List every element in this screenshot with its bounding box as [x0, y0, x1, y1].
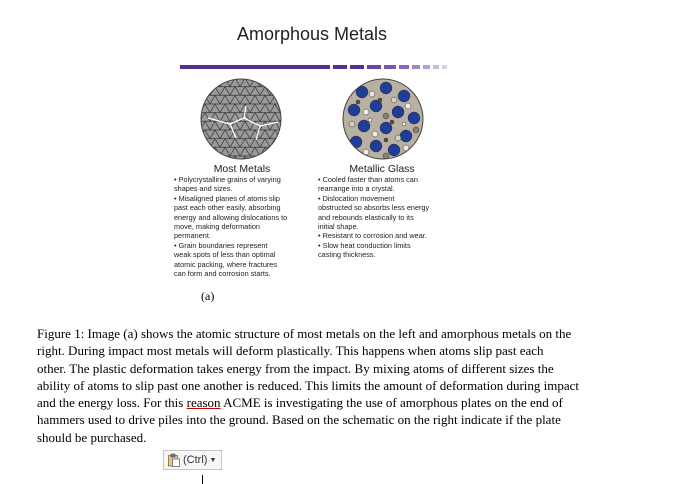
chevron-down-icon: ▼	[209, 456, 217, 464]
clipboard-icon	[167, 453, 181, 467]
caption-line-with-spellcheck: and the energy loss. For this reason ACME is investigating the use of amorphous plates on the end of	[37, 395, 563, 411]
text-cursor	[202, 475, 203, 484]
most-metals-heading: Most Metals	[213, 163, 271, 175]
figure-caption[interactable]: Figure 1: Image (a) shows the atomic structure of most metals on the left and amorphous metals on the right. During impact most metals will deform plastically. This happens when atoms slip past each other. The plastic deformation takes energy from the impact. By mixing atoms of different sizes the ability of atoms to slip past one another is reduced. This limits the amount of deformation during impact and the energy loss. For this reason ACME is investigating the use of amorphous plates on the end of hammers used to drive piles into the ground. Based on the schematic on the right indicate if the plate should be purchased.	[37, 325, 657, 446]
embedded-slide-image[interactable]	[152, 18, 472, 279]
metallic-glass-heading: Metallic Glass	[349, 163, 415, 175]
most-metals-text: • Polycrystalline grains of varying shapes and sizes. • Misaligned planes of atoms slip past each other easily, absorbing energy and allowing dislocations to move, making deformation permanent. • Grain boundaries represent weak spots of less than optimal atomic packing, where fractures can form and corrosion starts.	[174, 175, 288, 279]
figure-label: (a)	[201, 289, 215, 303]
metallic-glass-text: • Cooled faster than atoms can rearrange into a crystal. • Dislocation movement obstructed so absorbs less energy and rebounds elastically to its initial shape. • Resistant to corrosion and wear. • Slow heat conduction limits casting thickness.	[318, 175, 430, 260]
title-underline	[180, 65, 452, 69]
crystal-lattice-illustration	[200, 78, 282, 160]
paste-options-button[interactable]	[163, 450, 222, 470]
paste-options-label: (Ctrl)	[183, 454, 208, 466]
metallic-glass-illustration	[342, 78, 424, 160]
slide-title: Amorphous Metals	[236, 24, 388, 44]
spellcheck-word[interactable]: reason	[186, 395, 221, 411]
